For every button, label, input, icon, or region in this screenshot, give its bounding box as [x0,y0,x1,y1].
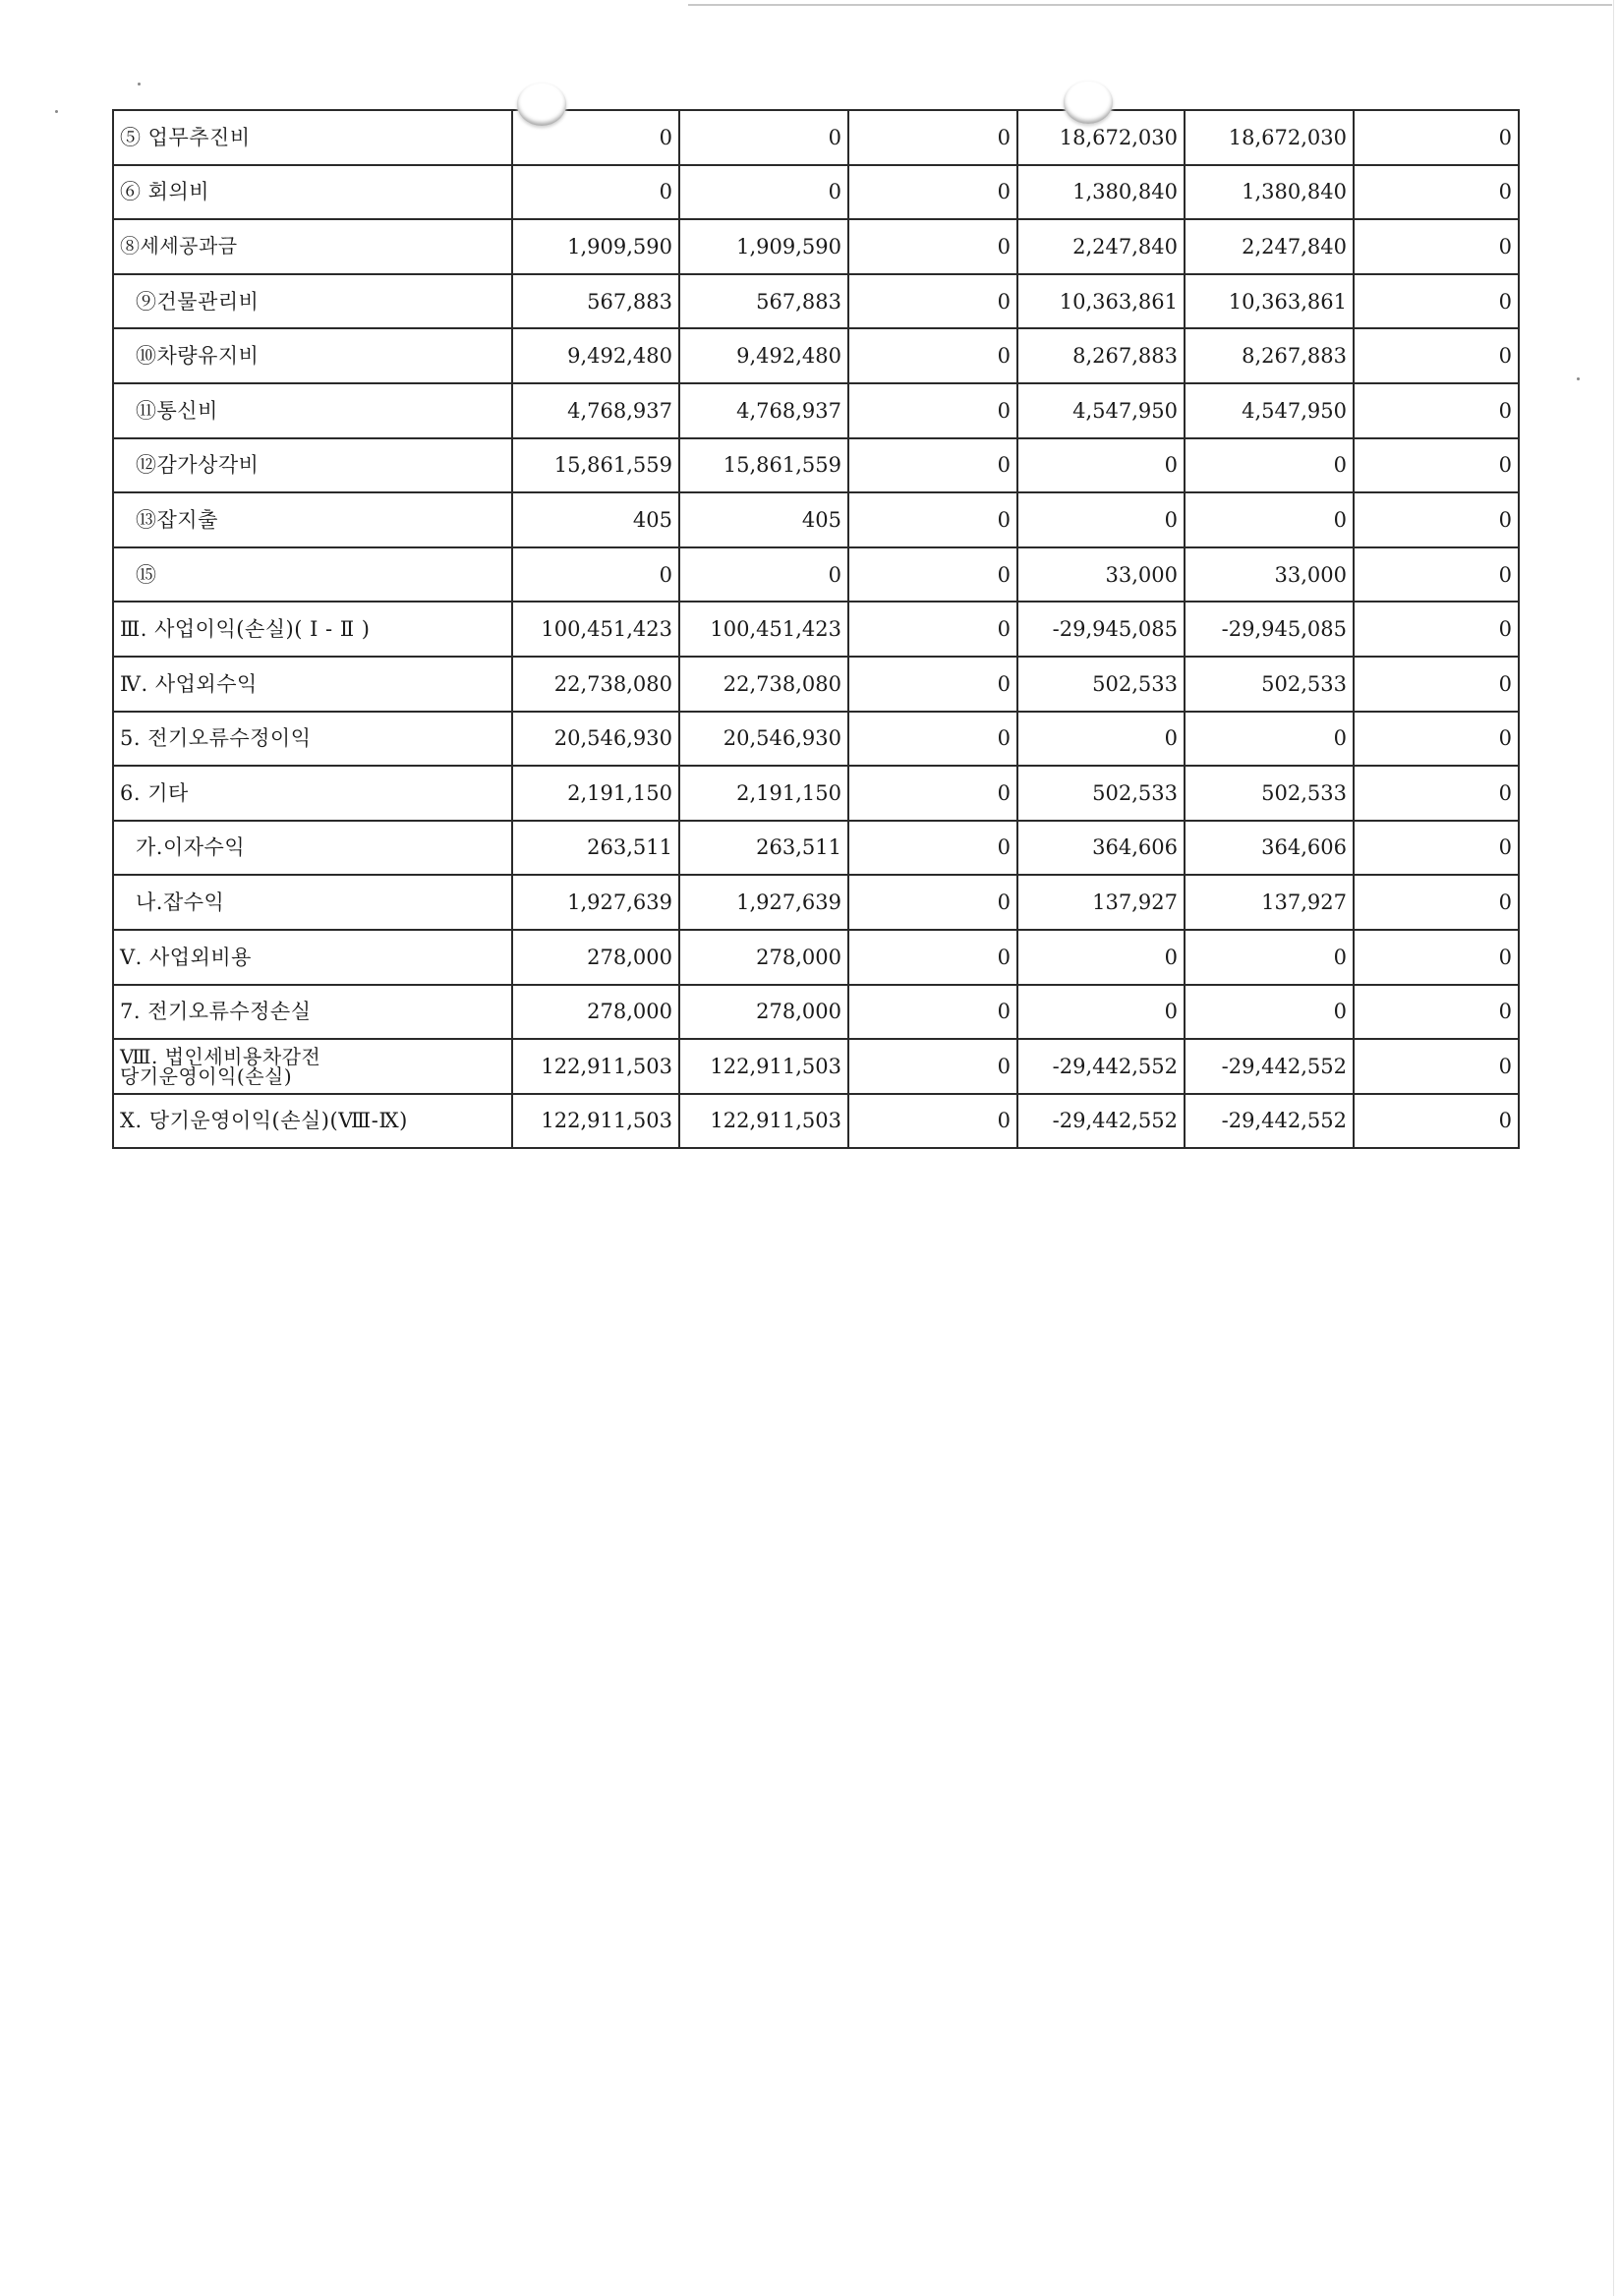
cell-value: 0 [848,547,1017,603]
table-row [113,821,1519,876]
cell-value: 122,911,503 [679,1094,848,1149]
cell-value: 20,546,930 [512,712,679,767]
cell-value: 0 [679,547,848,603]
cell-value: 0 [1354,438,1519,493]
cell-value: 137,927 [1017,875,1185,930]
cell-value: 0 [1185,712,1354,767]
cell-value: 9,492,480 [679,328,848,383]
cell-value: 1,380,840 [1017,165,1185,220]
cell-value: 0 [1354,547,1519,603]
cell-value: 0 [512,165,679,220]
row-label-line-2: 당기운영이익(손실) [120,1063,293,1088]
row-label: 가.이자수익 [113,821,512,876]
cell-value: 1,927,639 [512,875,679,930]
table-row [113,110,1519,165]
table-row [113,875,1519,930]
cell-value: 0 [848,985,1017,1040]
cell-value: 0 [848,766,1017,821]
cell-value: 22,738,080 [679,657,848,712]
cell-value: 263,511 [512,821,679,876]
table-row [113,492,1519,547]
cell-value: 0 [1354,766,1519,821]
punch-hole [1064,81,1113,124]
row-label: 7. 전기오류수정손실 [113,985,512,1040]
table-row [113,165,1519,220]
table-row [113,438,1519,493]
cell-value: 0 [848,657,1017,712]
cell-value: 0 [1354,1094,1519,1149]
cell-value: 0 [1185,438,1354,493]
income-statement-table [112,109,1520,1149]
cell-value: 0 [1354,712,1519,767]
cell-value: 0 [1017,712,1185,767]
cell-value: 137,927 [1185,875,1354,930]
cell-value: 0 [1017,492,1185,547]
cell-value: 0 [848,219,1017,274]
cell-value: 4,768,937 [679,383,848,438]
cell-value: 33,000 [1017,547,1185,603]
cell-value: 0 [679,110,848,165]
cell-value: 2,247,840 [1185,219,1354,274]
cell-value: 0 [848,875,1017,930]
row-label: 나.잡수익 [113,875,512,930]
cell-value: 122,911,503 [679,1039,848,1094]
row-label: ⑮ [113,547,512,603]
cell-value: -29,442,552 [1185,1039,1354,1094]
row-label: Ⅴ. 사업외비용 [113,930,512,985]
table-row [113,219,1519,274]
cell-value: 0 [848,383,1017,438]
cell-value: 0 [1017,985,1185,1040]
cell-value: 405 [679,492,848,547]
table-row [113,328,1519,383]
cell-value: 8,267,883 [1185,328,1354,383]
cell-value: 0 [1354,657,1519,712]
scan-speck [55,110,58,113]
table-row [113,657,1519,712]
row-label: Ⅳ. 사업외수익 [113,657,512,712]
scan-speck [138,83,141,86]
cell-value: 18,672,030 [1017,110,1185,165]
cell-value: 1,909,590 [679,219,848,274]
cell-value: 0 [1354,165,1519,220]
cell-value: 0 [1354,985,1519,1040]
row-label-line-1: Ⅷ. 법인세비용차감전 [120,1044,321,1068]
cell-value: 263,511 [679,821,848,876]
cell-value: 0 [1354,110,1519,165]
cell-value: 20,546,930 [679,712,848,767]
cell-value: 0 [848,165,1017,220]
cell-value: 0 [848,110,1017,165]
cell-value: 502,533 [1185,766,1354,821]
cell-value: 0 [1354,875,1519,930]
cell-value: 0 [1354,274,1519,329]
row-label: 5. 전기오류수정이익 [113,712,512,767]
row-label: Ⅹ. 당기운영이익(손실)(Ⅷ-Ⅸ) [113,1094,512,1149]
cell-value: 405 [512,492,679,547]
cell-value: 1,927,639 [679,875,848,930]
page-edge-shadow [688,4,1612,6]
cell-value: 364,606 [1185,821,1354,876]
cell-value: 2,191,150 [679,766,848,821]
cell-value: 0 [848,602,1017,657]
cell-value: -29,442,552 [1185,1094,1354,1149]
cell-value: -29,945,085 [1185,602,1354,657]
row-label: ⑨건물관리비 [113,274,512,329]
cell-value: 0 [1354,821,1519,876]
row-label: 6. 기타 [113,766,512,821]
cell-value: 4,768,937 [512,383,679,438]
scan-speck [1577,377,1580,380]
cell-value: 0 [1354,219,1519,274]
table-row [113,602,1519,657]
cell-value: 278,000 [512,985,679,1040]
cell-value: 4,547,950 [1017,383,1185,438]
cell-value: 0 [1017,930,1185,985]
cell-value: 0 [848,438,1017,493]
table-row [113,985,1519,1040]
row-label [113,1039,512,1094]
cell-value: 0 [848,930,1017,985]
table-row [113,1039,1519,1094]
cell-value: 278,000 [679,930,848,985]
cell-value: -29,442,552 [1017,1094,1185,1149]
cell-value: 0 [512,547,679,603]
cell-value: 18,672,030 [1185,110,1354,165]
cell-value: 100,451,423 [679,602,848,657]
cell-value: 2,247,840 [1017,219,1185,274]
cell-value: 0 [1017,438,1185,493]
cell-value: 122,911,503 [512,1094,679,1149]
table-row [113,766,1519,821]
cell-value: 10,363,861 [1017,274,1185,329]
cell-value: 1,909,590 [512,219,679,274]
cell-value: 278,000 [512,930,679,985]
table-row [113,547,1519,603]
row-label: ⑧세세공과금 [113,219,512,274]
cell-value: 22,738,080 [512,657,679,712]
table-row [113,712,1519,767]
cell-value: 0 [1185,985,1354,1040]
cell-value: 100,451,423 [512,602,679,657]
cell-value: 502,533 [1017,657,1185,712]
cell-value: 0 [1354,1039,1519,1094]
table-row [113,383,1519,438]
cell-value: 10,363,861 [1185,274,1354,329]
row-label: ⑬잡지출 [113,492,512,547]
cell-value: 15,861,559 [512,438,679,493]
punch-hole [517,83,566,126]
cell-value: 0 [1185,492,1354,547]
table-row [113,274,1519,329]
row-label: ⑤ 업무추진비 [113,110,512,165]
cell-value: -29,945,085 [1017,602,1185,657]
cell-value: 502,533 [1017,766,1185,821]
cell-value: 0 [848,712,1017,767]
cell-value: -29,442,552 [1017,1039,1185,1094]
row-label: ⑪통신비 [113,383,512,438]
table-row [113,930,1519,985]
cell-value: 4,547,950 [1185,383,1354,438]
cell-value: 0 [512,110,679,165]
cell-value: 0 [1354,492,1519,547]
table-row [113,1094,1519,1149]
cell-value: 8,267,883 [1017,328,1185,383]
cell-value: 15,861,559 [679,438,848,493]
cell-value: 502,533 [1185,657,1354,712]
row-label: ⑫감가상각비 [113,438,512,493]
cell-value: 0 [848,328,1017,383]
cell-value: 0 [1185,930,1354,985]
cell-value: 2,191,150 [512,766,679,821]
cell-value: 0 [1354,383,1519,438]
cell-value: 122,911,503 [512,1039,679,1094]
cell-value: 0 [848,1094,1017,1149]
cell-value: 0 [1354,602,1519,657]
cell-value: 9,492,480 [512,328,679,383]
cell-value: 0 [848,821,1017,876]
cell-value: 567,883 [679,274,848,329]
cell-value: 0 [848,1039,1017,1094]
cell-value: 364,606 [1017,821,1185,876]
cell-value: 0 [1354,328,1519,383]
cell-value: 0 [848,274,1017,329]
cell-value: 567,883 [512,274,679,329]
cell-value: 278,000 [679,985,848,1040]
cell-value: 0 [848,492,1017,547]
page-edge-shadow [1613,0,1614,2296]
row-label: Ⅲ. 사업이익(손실)( Ⅰ - Ⅱ ) [113,602,512,657]
row-label: ⑩차량유지비 [113,328,512,383]
cell-value: 33,000 [1185,547,1354,603]
cell-value: 0 [1354,930,1519,985]
cell-value: 1,380,840 [1185,165,1354,220]
cell-value: 0 [679,165,848,220]
row-label: ⑥ 회의비 [113,165,512,220]
